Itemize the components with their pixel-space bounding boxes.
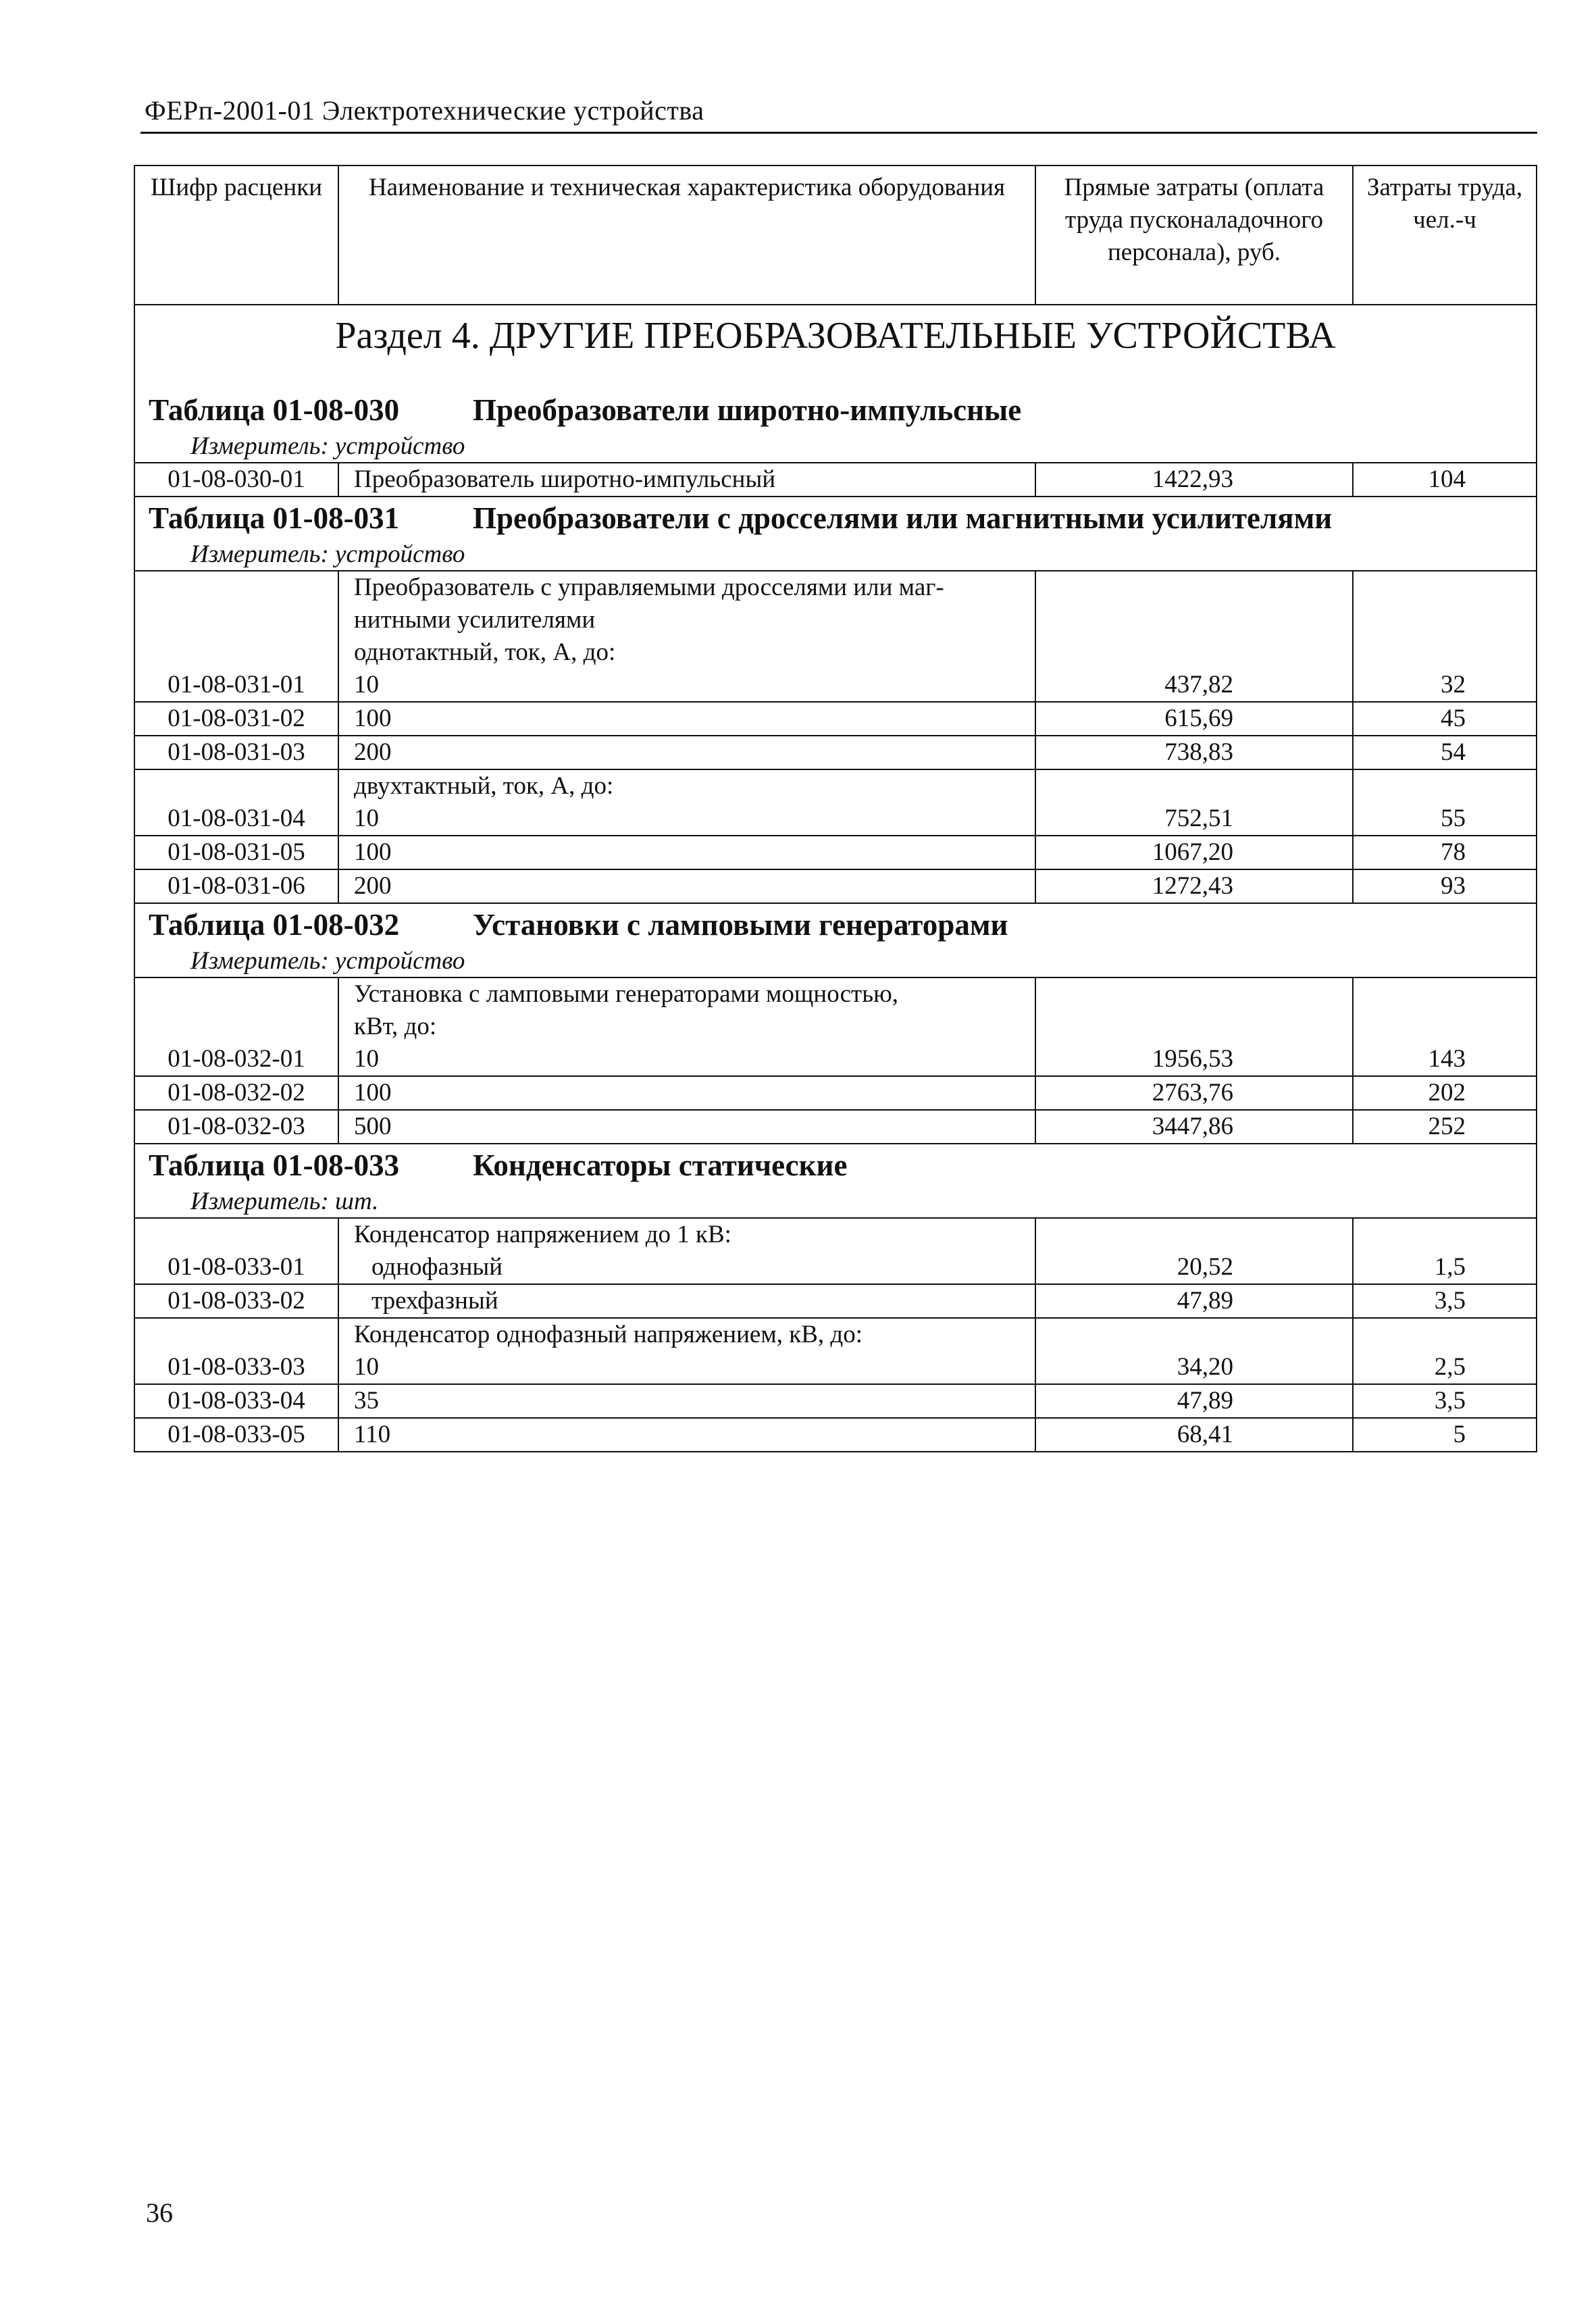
- rate-labor: 202: [1353, 1076, 1537, 1110]
- rate-cost: 1272,43: [1035, 869, 1353, 903]
- table-title-row: [134, 373, 1537, 431]
- table-row: [134, 571, 1537, 702]
- rate-cost: 47,89: [1035, 1384, 1353, 1418]
- table-row: [134, 1318, 1537, 1384]
- rate-cost: 738,83: [1035, 736, 1353, 769]
- header-rule: [140, 132, 1537, 134]
- rate-name-value: 10: [354, 1045, 379, 1073]
- rate-name-value: 10: [354, 1353, 379, 1381]
- column-header-labor: Затраты труда, чел.-ч: [1353, 166, 1537, 305]
- rate-name: 100: [338, 836, 1035, 869]
- rate-name: [338, 977, 1035, 1076]
- rate-labor: 32: [1353, 571, 1537, 702]
- table-title: [134, 1144, 1537, 1186]
- table-number: Таблица 01-08-032: [149, 908, 400, 942]
- rate-labor: 5: [1353, 1418, 1537, 1452]
- column-header-direct-costs: Прямые затраты (оплата труда пусконаладочного персонала), руб.: [1035, 166, 1353, 305]
- rate-code: 01-08-031-06: [134, 869, 338, 903]
- table-title-row: [134, 903, 1537, 946]
- rate-code: 01-08-031-03: [134, 736, 338, 769]
- rate-code: 01-08-031-04: [134, 769, 338, 836]
- rate-labor: 252: [1353, 1110, 1537, 1144]
- group-header-line: двухтактный, ток, А, до:: [354, 772, 614, 800]
- table-row: [134, 977, 1537, 1076]
- rate-name: 35: [338, 1384, 1035, 1418]
- column-header-code: Шифр расценки: [134, 166, 338, 305]
- rate-code: 01-08-033-01: [134, 1218, 338, 1284]
- rate-cost: 20,52: [1035, 1218, 1353, 1284]
- rate-code: 01-08-032-03: [134, 1110, 338, 1144]
- rate-name: 100: [338, 702, 1035, 736]
- rate-code: 01-08-033-02: [134, 1284, 338, 1318]
- rates-table: [134, 165, 1537, 1452]
- table-row: [134, 1110, 1537, 1144]
- rate-code: 01-08-033-05: [134, 1418, 338, 1452]
- measure-row: [134, 539, 1537, 571]
- table-row: [134, 702, 1537, 736]
- rate-labor: 2,5: [1353, 1318, 1537, 1384]
- section-title: Раздел 4. ДРУГИЕ ПРЕОБРАЗОВАТЕЛЬНЫЕ УСТРОЙСТВА: [134, 305, 1537, 373]
- rate-cost: 1067,20: [1035, 836, 1353, 869]
- rate-cost: 3447,86: [1035, 1110, 1353, 1144]
- page-number: 36: [146, 2197, 173, 2228]
- rate-code: 01-08-033-04: [134, 1384, 338, 1418]
- rate-cost: 752,51: [1035, 769, 1353, 836]
- group-header-line: однотактный, ток, А, до:: [354, 638, 616, 666]
- measure-row: [134, 431, 1537, 463]
- table-row: [134, 1076, 1537, 1110]
- measure-row: [134, 946, 1537, 977]
- rate-cost: 68,41: [1035, 1418, 1353, 1452]
- table-title: [134, 903, 1537, 946]
- column-header-name: Наименование и техническая характеристика оборудования: [338, 166, 1035, 305]
- rate-name: трехфазный: [338, 1284, 1035, 1318]
- rate-labor: 143: [1353, 977, 1537, 1076]
- table-title-row: [134, 497, 1537, 539]
- rate-name: 110: [338, 1418, 1035, 1452]
- measure-unit: Измеритель: устройство: [134, 539, 1537, 571]
- table-row: [134, 1284, 1537, 1318]
- group-header-line: Конденсатор однофазный напряжением, кВ, до:: [354, 1321, 863, 1348]
- table-name: Конденсаторы статические: [473, 1148, 848, 1182]
- table-number: Таблица 01-08-030: [149, 393, 400, 427]
- rate-name: [338, 1318, 1035, 1384]
- table-name: Установки с ламповыми генераторами: [473, 908, 1008, 942]
- rate-labor: 45: [1353, 702, 1537, 736]
- running-header: ФЕРп-2001-01 Электротехнические устройства: [145, 95, 704, 126]
- table-name: Преобразователи с дросселями или магнитными усилителями: [473, 501, 1333, 535]
- table-number: Таблица 01-08-033: [149, 1148, 400, 1182]
- rate-code: 01-08-032-02: [134, 1076, 338, 1110]
- rate-name: 200: [338, 869, 1035, 903]
- table-row: [134, 736, 1537, 769]
- rate-labor: 3,5: [1353, 1384, 1537, 1418]
- table-row: [134, 463, 1537, 497]
- group-header-line: Конденсатор напряжением до 1 кВ:: [354, 1221, 731, 1248]
- rate-labor: 78: [1353, 836, 1537, 869]
- rate-name: [338, 571, 1035, 702]
- table-title-row: [134, 1144, 1537, 1186]
- table-row: [134, 769, 1537, 836]
- column-header-row: [134, 166, 1537, 305]
- rate-name-value: 10: [354, 671, 379, 698]
- rate-name: 200: [338, 736, 1035, 769]
- rate-cost: 437,82: [1035, 571, 1353, 702]
- rate-labor: 1,5: [1353, 1218, 1537, 1284]
- rate-code: 01-08-031-01: [134, 571, 338, 702]
- table-number: Таблица 01-08-031: [149, 501, 400, 535]
- rate-name: 100: [338, 1076, 1035, 1110]
- section-row: [134, 305, 1537, 373]
- rate-cost: 615,69: [1035, 702, 1353, 736]
- group-header-line: Преобразователь с управляемыми дросселями или маг-: [354, 574, 944, 601]
- rate-name: 500: [338, 1110, 1035, 1144]
- table-row: [134, 1218, 1537, 1284]
- rate-cost: 1956,53: [1035, 977, 1353, 1076]
- rate-code: 01-08-030-01: [134, 463, 338, 497]
- table-row: [134, 869, 1537, 903]
- rate-name: [338, 769, 1035, 836]
- rate-labor: 54: [1353, 736, 1537, 769]
- measure-unit: Измеритель: устройство: [134, 431, 1537, 463]
- rate-cost: 1422,93: [1035, 463, 1353, 497]
- rate-code: 01-08-031-02: [134, 702, 338, 736]
- group-header-line: кВт, до:: [354, 1013, 437, 1040]
- group-header-line: нитными усилителями: [354, 606, 596, 634]
- rate-code: 01-08-033-03: [134, 1318, 338, 1384]
- rate-labor: 3,5: [1353, 1284, 1537, 1318]
- rate-name: [338, 1218, 1035, 1284]
- table-row: [134, 1418, 1537, 1452]
- measure-row: [134, 1186, 1537, 1218]
- table-title: [134, 373, 1537, 431]
- rate-cost: 34,20: [1035, 1318, 1353, 1384]
- group-header-line: Установка с ламповыми генераторами мощностью,: [354, 980, 898, 1008]
- table-row: [134, 836, 1537, 869]
- rate-cost: 2763,76: [1035, 1076, 1353, 1110]
- table-name: Преобразователи широтно-импульсные: [473, 393, 1022, 427]
- rate-code: 01-08-031-05: [134, 836, 338, 869]
- rate-name: Преобразователь широтно-импульсный: [338, 463, 1035, 497]
- table-row: [134, 1384, 1537, 1418]
- measure-unit: Измеритель: шт.: [134, 1186, 1537, 1218]
- rate-name-value: 10: [354, 805, 379, 832]
- rate-labor: 104: [1353, 463, 1537, 497]
- table-title: [134, 497, 1537, 539]
- rate-labor: 93: [1353, 869, 1537, 903]
- rate-cost: 47,89: [1035, 1284, 1353, 1318]
- rate-name-value: однофазный: [371, 1253, 503, 1281]
- rate-code: 01-08-032-01: [134, 977, 338, 1076]
- measure-unit: Измеритель: устройство: [134, 946, 1537, 977]
- rate-labor: 55: [1353, 769, 1537, 836]
